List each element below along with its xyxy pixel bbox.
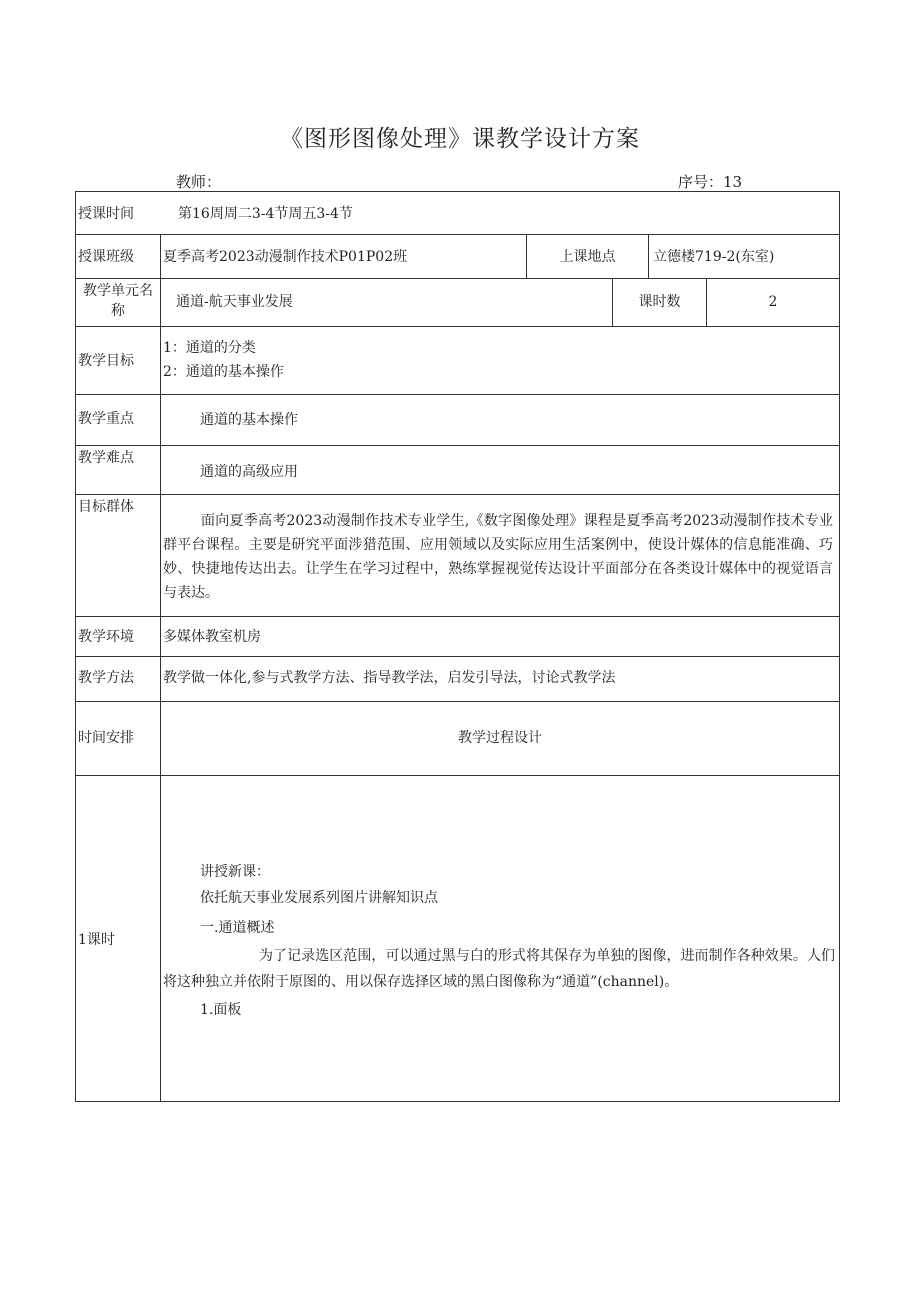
process-header: 教学过程设计 [458,730,542,746]
target-value: 面向夏季高考2023动漫制作技术专业学生,《数字图像处理》课程是夏季高考2023动漫制作技术专业群平台课程。主要是研究平面涉猎范围、应用领域以及实际应用生活案例中，使设计媒体的信息能准确、巧妙、快捷地传达出去。让学生在学习过程中，熟练掌握视觉传达设计平面部分在各类设计媒体中的视觉语言与表达。 [163,513,833,601]
lesson-intro: 讲授新课： [200,864,270,880]
subsection-heading: 1.面板 [200,1002,242,1018]
key-label: 教学重点 [78,411,134,427]
method-value: 教学做一体化,参与式教学方法、指导教学法，启发引导法，讨论式教学法 [163,670,616,686]
teacher-label: 教师： [176,173,222,191]
section-heading: 一.通道概述 [200,920,275,936]
lesson-basis: 依托航天事业发展系列图片讲解知识点 [200,890,438,906]
unit-label-line-2: 称 [111,303,125,319]
location-value: 立德楼719-2(东室) [653,249,775,265]
document-title: 《图形图像处理》课教学设计方案 [280,126,640,152]
time-value: 第16周周二3-4节周五3-4节 [178,206,353,222]
class-label: 授课班级 [78,249,134,265]
class-value: 夏季高考2023动漫制作技术P01P02班 [163,249,408,265]
key-value: 通道的基本操作 [200,412,298,428]
hours-label: 课时数 [638,294,681,310]
location-label: 上课地点 [559,249,616,265]
goal-label: 教学目标 [78,353,134,369]
goal-item-2: 2：通道的基本操作 [163,364,284,380]
time-label: 授课时间 [78,206,134,222]
schedule-label: 时间安排 [78,730,134,746]
difficulty-value: 通道的高级应用 [200,464,298,480]
unit-label-line-1: 教学单元名 [83,283,153,299]
section-text: 为了记录选区范围，可以通过黑与白的形式将其保存为单独的图像，进而制作各种效果。人们将这种独立并依附于原图的、用以保存选择区域的黑白图像称为“通道”(channel)。 [163,948,835,990]
goal-item-1: 1：通道的分类 [163,340,256,356]
hours-value: 2 [768,294,778,310]
serial-number: 序号：13 [678,173,743,191]
target-label: 目标群体 [78,499,134,515]
env-value: 多媒体教室机房 [163,629,261,645]
difficulty-label: 教学难点 [78,450,134,466]
unit-label [76,281,160,321]
method-label: 教学方法 [78,670,134,686]
period-label: 1课时 [78,932,115,948]
unit-value: 通道-航天事业发展 [176,294,293,310]
env-label: 教学环境 [78,629,134,645]
